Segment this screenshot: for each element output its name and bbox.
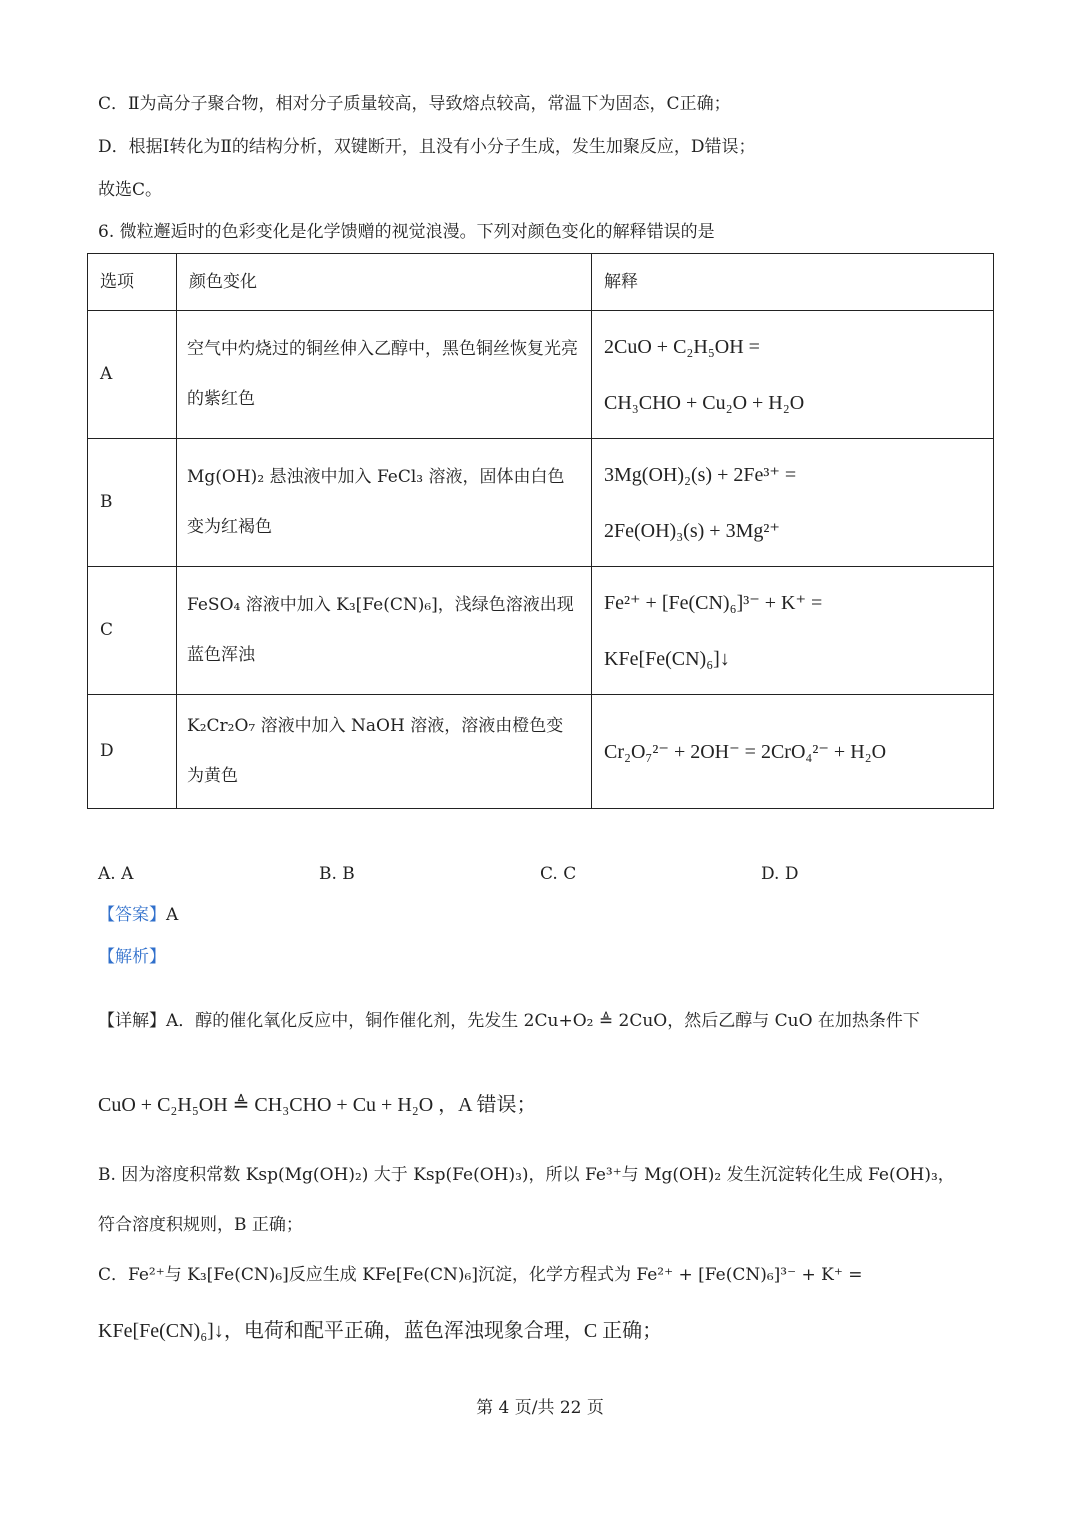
- intro-c: C．Ⅱ为高分子聚合物，相对分子质量较高，导致熔点较高，常温下为固态，C正确；: [98, 94, 731, 114]
- equation-line: Fe²⁺ + [Fe(CN)₆]³⁻ + K⁺ =: [604, 591, 823, 614]
- answer-tag: 【答案】: [98, 905, 166, 925]
- detail-c-line1: C．Fe²⁺与 K₃[Fe(CN)₆]反应生成 KFe[Fe(CN)₆]沉淀，化学方程式为 Fe²⁺ + [Fe(CN)₆]³⁻ + K⁺ =: [98, 1265, 863, 1285]
- row-option: D: [88, 695, 177, 809]
- row-option: C: [88, 567, 177, 695]
- header-option: 选项: [88, 254, 177, 311]
- row-change: K₂Cr₂O₇ 溶液中加入 NaOH 溶液，溶液由橙色变为黄色: [177, 695, 592, 809]
- answer-table: [87, 253, 994, 809]
- intro-d: D．根据Ⅰ转化为Ⅱ的结构分析，双键断开，且没有小分子生成，发生加聚反应，D错误；: [98, 137, 756, 157]
- option-d[interactable]: D. D: [761, 864, 799, 884]
- header-change: 颜色变化: [177, 254, 592, 311]
- option-b[interactable]: B. B: [319, 864, 355, 884]
- table-row: [88, 695, 994, 809]
- row-explanation: [592, 311, 994, 439]
- table-row: [88, 567, 994, 695]
- header-explanation: 解释: [592, 254, 994, 311]
- equation-line: CH₃CHO + Cu₂O + H₂O: [604, 391, 805, 414]
- row-change: 空气中灼烧过的铜丝伸入乙醇中，黑色铜丝恢复光亮的紫红色: [177, 311, 592, 439]
- equation-line: 3Mg(OH)₂(s) + 2Fe³⁺ =: [604, 463, 797, 486]
- row-explanation: [592, 695, 994, 809]
- answer-value: A: [166, 905, 179, 925]
- detail-a-line2: CuO + C₂H₅OH ≜ CH₃CHO + Cu + H₂O ，A 错误；: [98, 1094, 537, 1116]
- row-change: Mg(OH)₂ 悬浊液中加入 FeCl₃ 溶液，固体由白色变为红褐色: [177, 439, 592, 567]
- analysis-tag: 【解析】: [98, 947, 166, 967]
- page-footer: 第 4 页/共 22 页: [476, 1398, 604, 1418]
- equation-line: Cr₂O₇²⁻ + 2OH⁻ = 2CrO₄²⁻ + H₂O: [604, 740, 887, 763]
- intro-choice: 故选C。: [98, 180, 163, 200]
- option-a[interactable]: A. A: [98, 864, 134, 884]
- question-6: 6. 微粒邂逅时的色彩变化是化学馈赠的视觉浪漫。下列对颜色变化的解释错误的是: [98, 222, 715, 242]
- row-option: A: [88, 311, 177, 439]
- table-header-row: [88, 254, 994, 311]
- row-change: FeSO₄ 溶液中加入 K₃[Fe(CN)₆]，浅绿色溶液出现蓝色浑浊: [177, 567, 592, 695]
- option-c[interactable]: C. C: [540, 864, 577, 884]
- answer-line: [98, 907, 178, 924]
- detail-b-line1: B. 因为溶度积常数 Ksp(Mg(OH)₂) 大于 Ksp(Fe(OH)₃)，所以 Fe³⁺与 Mg(OH)₂ 发生沉淀转化生成 Fe(OH)₃，: [98, 1165, 955, 1185]
- detail-c-line2: KFe[Fe(CN)₆]↓，电荷和配平正确，蓝色浑浊现象合理，C 正确；: [98, 1320, 663, 1342]
- row-explanation: [592, 567, 994, 695]
- equation-line: 2Fe(OH)₃(s) + 3Mg²⁺: [604, 519, 780, 542]
- table-row: [88, 311, 994, 439]
- row-explanation: [592, 439, 994, 567]
- detail-b-line2: 符合溶度积规则，B 正确；: [98, 1215, 303, 1235]
- row-option: B: [88, 439, 177, 567]
- table-row: [88, 439, 994, 567]
- detail-a-line1: 【详解】A．醇的催化氧化反应中，铜作催化剂，先发生 2Cu+O₂ ≜ 2CuO，然后乙醇与 CuO 在加热条件下: [98, 1011, 920, 1031]
- equation-line: KFe[Fe(CN)₆]↓: [604, 647, 730, 670]
- equation-line: 2CuO + C₂H₅OH =: [604, 335, 760, 358]
